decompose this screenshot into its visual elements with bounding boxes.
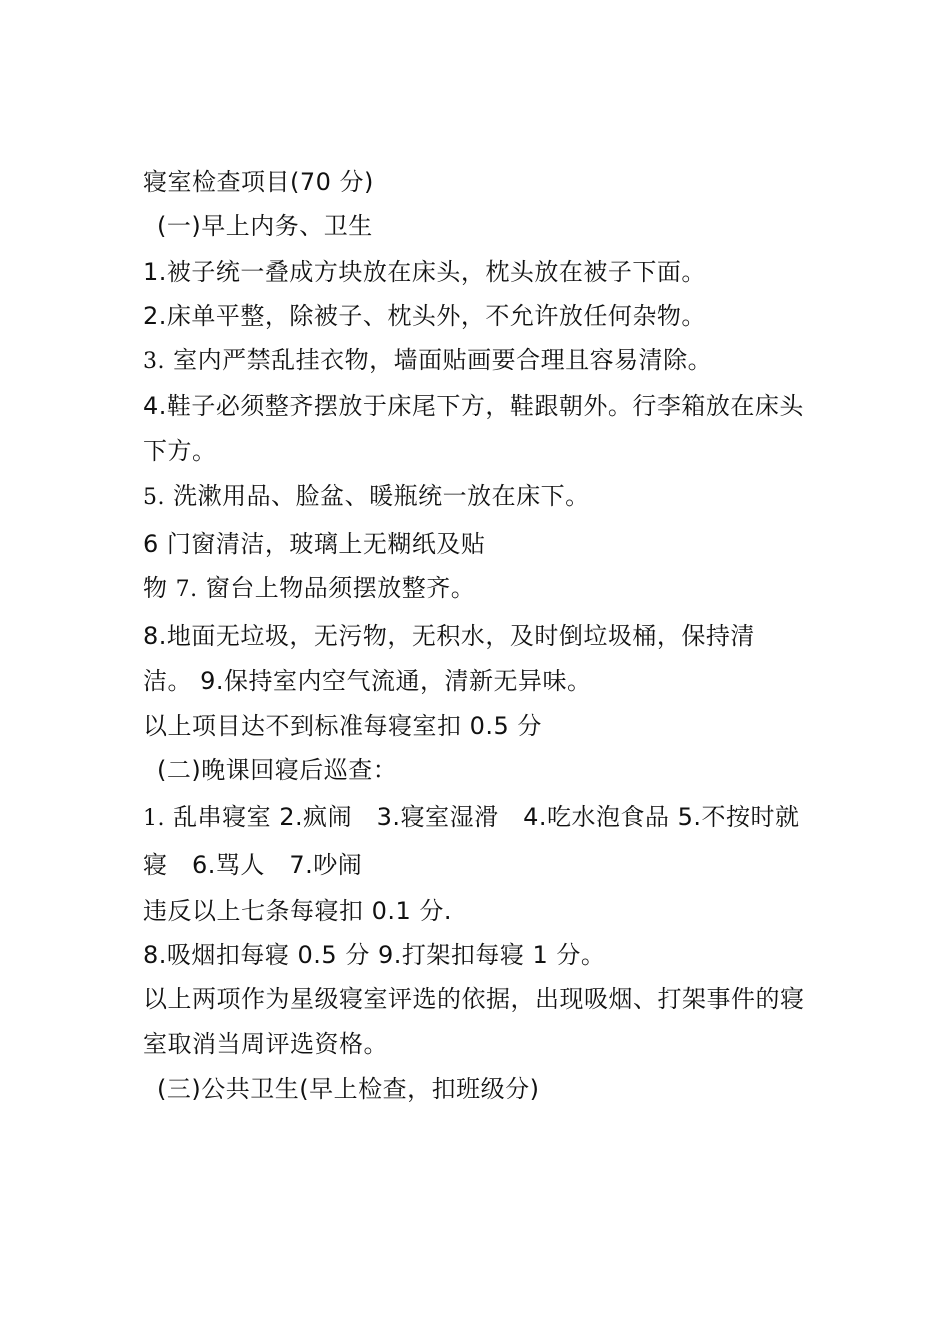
section3-heading: (三)公共卫生(早上检查，扣班级分) [157, 1075, 540, 1103]
section1-item-7 [143, 566, 813, 612]
item-text: 乱串寝室 2.疯闹 3.寝室湿滑 4.吃水泡食品 5.不按时就寝 6.骂人 7.吵闹 [143, 803, 800, 879]
item-number: 1. [143, 806, 165, 831]
section2-serious: 8.吸烟扣每寝 0.5 分 9.打架扣每寝 1 分。 [143, 941, 606, 969]
section1-item-1: 1.被子统一叠成方块放在床头，枕头放在被子下面。 [143, 258, 706, 286]
section2-deduction: 违反以上七条每寝扣 0.1 分. [143, 897, 453, 925]
document-title: 寝室检查项目(70 分) [143, 168, 374, 196]
section1-item-8-9: 8.地面无垃圾，无污物，无积水，及时倒垃圾桶，保持清洁。 9.保持室内空气流通，清新无异味。 [143, 622, 755, 695]
item-text: 室内严禁乱挂衣物，墙面贴画要合理且容易清除。 [173, 346, 713, 374]
section2-note: 以上两项作为星级寝室评选的依据，出现吸烟、打架事件的寝室取消当周评选资格。 [143, 985, 805, 1058]
section2-heading: (二)晚课回寝后巡查： [157, 756, 398, 784]
section1-item-2: 2.床单平整，除被子、枕头外，不允许放任何杂物。 [143, 302, 706, 330]
item-text: 洗漱用品、脸盆、暖瓶统一放在床下。 [173, 482, 590, 510]
item-number: 3. [143, 349, 165, 374]
item-6-continuation: 物 [143, 574, 168, 602]
section2-items [143, 794, 813, 889]
section1-heading: (一)早上内务、卫生 [157, 212, 373, 240]
section1-summary: 以上项目达不到标准每寝室扣 0.5 分 [143, 712, 542, 740]
item-number: 5. [143, 485, 165, 510]
section1-item-3 [143, 338, 813, 384]
item-number: 7. [175, 577, 198, 602]
section1-item-4: 4.鞋子必须整齐摆放于床尾下方，鞋跟朝外。行李箱放在床头下方。 [143, 392, 804, 465]
section1-item-6: 6 门窗清洁，玻璃上无糊纸及贴 [143, 530, 486, 558]
document-body [143, 160, 813, 1111]
section1-item-5 [143, 474, 813, 520]
item-text: 窗台上物品须摆放整齐。 [205, 574, 476, 602]
